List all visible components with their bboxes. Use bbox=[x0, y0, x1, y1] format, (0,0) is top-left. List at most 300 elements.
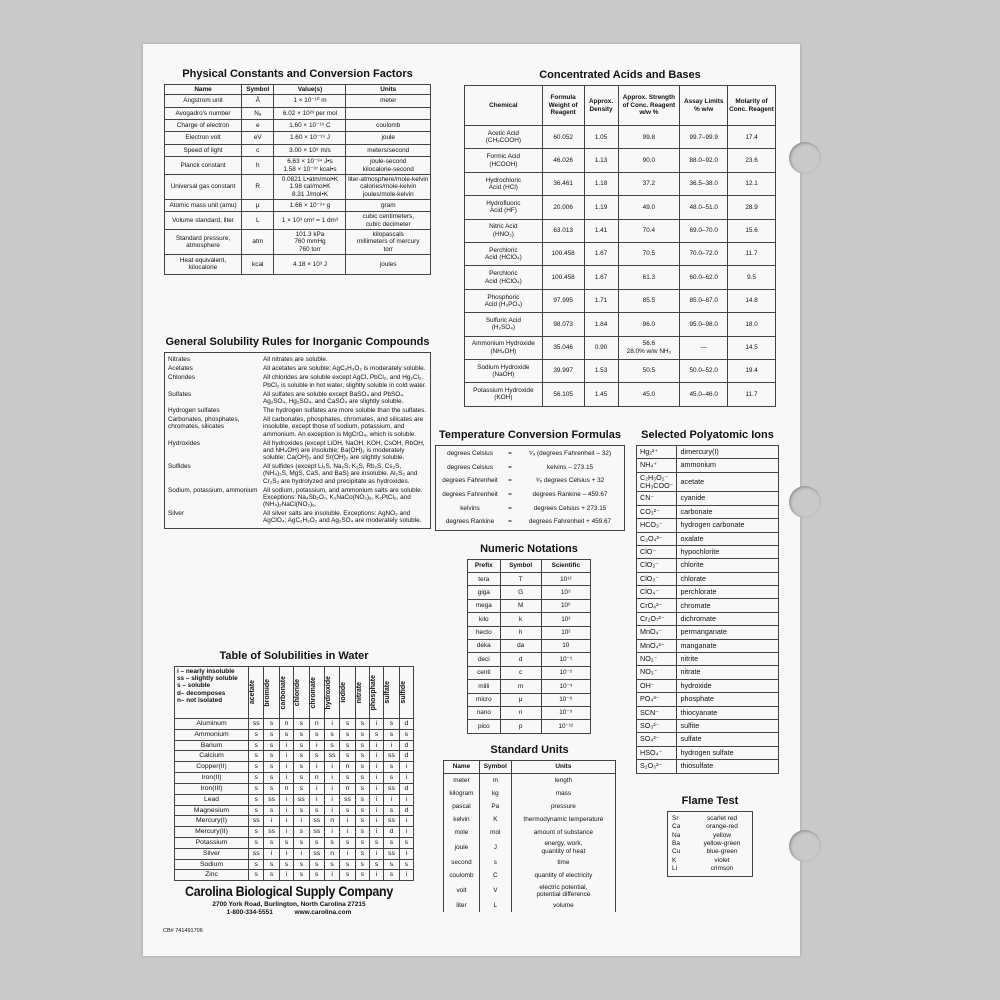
solubility-cell: s bbox=[340, 870, 355, 881]
ion-name: dichromate bbox=[677, 612, 779, 625]
solubility-cell: s bbox=[384, 762, 399, 773]
solubility-cell: n bbox=[309, 773, 324, 784]
solubility-cell: ss bbox=[384, 751, 399, 762]
phys-row bbox=[165, 107, 431, 119]
numeric-symbol: G bbox=[500, 586, 541, 599]
polyatomic-row bbox=[637, 532, 779, 545]
standard-units-section bbox=[443, 744, 616, 912]
temperature-equals: = bbox=[508, 518, 512, 526]
numeric-prefix: deci bbox=[468, 653, 501, 666]
solubility-cell: i bbox=[309, 794, 324, 805]
temperature-row bbox=[438, 501, 622, 515]
solubility-cell: n bbox=[309, 719, 324, 730]
units-row bbox=[444, 826, 616, 839]
phys-name: Speed of light bbox=[165, 144, 242, 156]
solubility-cell: s bbox=[340, 729, 355, 740]
flame-element: Cu bbox=[672, 848, 681, 856]
ion-formula: HCO₃⁻ bbox=[637, 519, 677, 532]
acid-formula-weight: 100.458 bbox=[542, 242, 584, 265]
cation-name: Lead bbox=[175, 794, 249, 805]
numeric-prefix: centi bbox=[468, 666, 501, 679]
solubility-cell: s bbox=[355, 762, 369, 773]
temperature-left: degrees Rankine bbox=[445, 518, 495, 526]
unit-name: liter bbox=[444, 899, 480, 912]
acid-density: 1.71 bbox=[584, 289, 618, 312]
ion-name: perchlorate bbox=[677, 586, 779, 599]
flame-test-section bbox=[667, 795, 753, 877]
temperature-box bbox=[435, 445, 625, 531]
acid-row bbox=[465, 336, 776, 359]
solubility-cell: i bbox=[279, 740, 293, 751]
solubility-cell: i bbox=[340, 848, 355, 859]
numeric-row bbox=[468, 613, 591, 626]
cation-name: Mercury(I) bbox=[175, 816, 249, 827]
phys-value: 6.63 × 10⁻³⁴ J•s 1.58 × 10⁻³⁷ kcal•s bbox=[274, 157, 346, 175]
solubility-cell: s bbox=[355, 805, 369, 816]
unit-name: coulomb bbox=[444, 869, 480, 882]
solubility-rule-row bbox=[168, 390, 427, 406]
ion-formula: NH₄⁺ bbox=[637, 459, 677, 472]
ion-name: hydrogen carbonate bbox=[677, 519, 779, 532]
solubility-cell: s bbox=[294, 859, 309, 870]
phys-symbol: eV bbox=[242, 132, 274, 144]
solubility-cell: i bbox=[309, 762, 324, 773]
solubility-cell: i bbox=[324, 805, 339, 816]
solubility-cell: s bbox=[264, 729, 279, 740]
acid-chemical: Hydrofluoric Acid (HF) bbox=[465, 196, 543, 219]
solubility-cell: s bbox=[264, 805, 279, 816]
solubility-rule-text: All acetates are soluble; AgC₂H₃O₂ is moderately soluble. bbox=[263, 365, 426, 373]
acid-strength: 70.5 bbox=[618, 242, 680, 265]
phys-name: Electron volt bbox=[165, 132, 242, 144]
physical-constants-table bbox=[164, 84, 431, 275]
numeric-row bbox=[468, 639, 591, 652]
ion-formula: CrO₄²⁻ bbox=[637, 599, 677, 612]
solubility-rules-title: General Solubility Rules for Inorganic Compounds bbox=[165, 336, 430, 348]
solubility-cell: i bbox=[294, 816, 309, 827]
acid-strength: 45.0 bbox=[618, 383, 680, 406]
standard-units-table bbox=[443, 760, 616, 912]
acid-density: 1.84 bbox=[584, 313, 618, 336]
cation-name: Sodium bbox=[175, 859, 249, 870]
phys-value: 1 × 10³ cm³ = 1 dm³ bbox=[274, 212, 346, 230]
solubility-rule-text: All nitrates are soluble. bbox=[263, 356, 328, 363]
numeric-notations-section bbox=[467, 543, 591, 734]
solubility-legend-item: ss – slightly soluble bbox=[177, 675, 238, 683]
polyatomic-row bbox=[637, 693, 779, 706]
solubility-row bbox=[175, 740, 414, 751]
solubility-cell: s bbox=[324, 740, 339, 751]
acid-row bbox=[465, 196, 776, 219]
anion-header bbox=[370, 667, 384, 719]
acid-molarity: 28.9 bbox=[728, 196, 776, 219]
flame-row bbox=[672, 832, 748, 840]
anion-label: bromide bbox=[264, 678, 272, 707]
anion-header bbox=[294, 667, 309, 719]
standard-units-title: Standard Units bbox=[490, 744, 569, 756]
solubility-row bbox=[175, 719, 414, 730]
acid-density: 1.19 bbox=[584, 196, 618, 219]
solubility-rule-name: Chlorides bbox=[168, 374, 195, 382]
polyatomic-ions-title: Selected Polyatomic Ions bbox=[641, 429, 774, 441]
company-name: Carolina Biological Supply Company bbox=[184, 884, 394, 899]
flame-element: Ba bbox=[672, 839, 680, 847]
numeric-header: Scientific bbox=[541, 560, 590, 573]
numeric-prefix: hecto bbox=[468, 626, 501, 639]
phys-name: Planck constant bbox=[165, 157, 242, 175]
anion-header bbox=[355, 667, 369, 719]
flame-row bbox=[672, 865, 748, 873]
acid-assay: 88.0–92.0 bbox=[680, 149, 728, 172]
solubility-cell: n bbox=[324, 816, 339, 827]
polyatomic-row bbox=[637, 733, 779, 746]
solubility-cell: s bbox=[309, 837, 324, 848]
numeric-row bbox=[468, 599, 591, 612]
cation-name: Magnesium bbox=[175, 805, 249, 816]
solubility-cell: s bbox=[309, 870, 324, 881]
solubility-cell: i bbox=[264, 848, 279, 859]
units-row bbox=[444, 899, 616, 912]
flame-row bbox=[672, 815, 748, 823]
flame-color: blue-green bbox=[706, 848, 738, 856]
solubility-cell: s bbox=[399, 729, 413, 740]
acid-strength: 85.5 bbox=[618, 289, 680, 312]
solubility-cell: n bbox=[279, 719, 293, 730]
solubility-cell: n bbox=[340, 783, 355, 794]
solubility-cell: i bbox=[399, 762, 413, 773]
solubility-legend-item: s – soluble bbox=[177, 682, 211, 690]
phys-name: Heat equivalent, kilocalorie bbox=[165, 255, 242, 275]
numeric-header: Prefix bbox=[468, 560, 501, 573]
solubility-cell: ss bbox=[294, 794, 309, 805]
solubility-cell: i bbox=[279, 870, 293, 881]
cation-name: Calcium bbox=[175, 751, 249, 762]
units-row bbox=[444, 800, 616, 813]
ion-formula: S₂O₃²⁻ bbox=[637, 760, 677, 773]
acids-bases-section bbox=[464, 69, 776, 407]
acid-strength: 61.3 bbox=[618, 266, 680, 289]
solubility-cell: s bbox=[264, 740, 279, 751]
physical-constants-section bbox=[164, 68, 431, 275]
flame-row bbox=[672, 848, 748, 856]
temperature-right: kelvins – 273.15 bbox=[546, 463, 594, 471]
solubility-rule-name: Nitrates bbox=[168, 356, 191, 363]
solubility-rule-text: All sulfides (except Li₂S, Na₂S, K₂S, Rb₂S, Cs₂S, (NH₄)₂S, MgS, CaS, and BaS) are insoluble. Al₂S₃ and Cr₂S₃ are hydrolyzed and precipitate as hydroxides. bbox=[263, 463, 418, 485]
solubility-cell: s bbox=[264, 837, 279, 848]
cation-name: Silver bbox=[175, 848, 249, 859]
solubility-cell: ss bbox=[309, 816, 324, 827]
phys-name: Volume standard, liter bbox=[165, 212, 242, 230]
solubility-rule-name: Silver bbox=[168, 510, 184, 518]
solubility-cell: s bbox=[355, 783, 369, 794]
anion-header bbox=[279, 667, 293, 719]
numeric-scientific: 10⁶ bbox=[541, 599, 590, 612]
reference-sheet bbox=[143, 44, 800, 956]
solubility-cell: s bbox=[355, 719, 369, 730]
ion-name: nitrite bbox=[677, 653, 779, 666]
solubility-rule-text: All sulfates are soluble except BaSO₄ and PbSO₄. Ag₂SO₄, Hg₂SO₄, and CaSO₄ are slightly soluble. bbox=[263, 390, 405, 405]
numeric-symbol: μ bbox=[500, 693, 541, 706]
phys-row bbox=[165, 199, 431, 211]
solubility-cell: s bbox=[294, 740, 309, 751]
solubility-cell: s bbox=[340, 740, 355, 751]
solubility-legend-item: i – nearly insoluble bbox=[177, 668, 235, 675]
flame-color: yellow-green bbox=[703, 839, 741, 847]
anion-label: iodide bbox=[340, 682, 348, 703]
acid-formula-weight: 39.997 bbox=[542, 359, 584, 382]
acid-density: 1.67 bbox=[584, 266, 618, 289]
solubility-cell: s bbox=[294, 729, 309, 740]
solubility-cell: i bbox=[399, 870, 413, 881]
phys-value: 4.18 × 10³ J bbox=[274, 255, 346, 275]
solubility-cell: i bbox=[279, 848, 293, 859]
acid-row bbox=[465, 242, 776, 265]
acids-bases-table bbox=[464, 85, 776, 407]
numeric-symbol: m bbox=[500, 680, 541, 693]
solubility-cell: i bbox=[370, 751, 384, 762]
unit-name: pascal bbox=[444, 800, 480, 813]
solubility-cell: s bbox=[355, 816, 369, 827]
solubility-cell: d bbox=[399, 783, 413, 794]
acid-molarity: 18.0 bbox=[728, 313, 776, 336]
acid-assay: 60.0–62.0 bbox=[680, 266, 728, 289]
solubility-row bbox=[175, 859, 414, 870]
flame-row bbox=[672, 823, 748, 831]
solubility-cell: s bbox=[340, 751, 355, 762]
solubility-rule-text: All hydroxides (except LiOH, NaOH, KOH, CsOH, RbOH, and NH₄OH) are insoluble; Ba(OH)₂ is moderately soluble; Ca(OH)₂ and Sr(OH)₂ are slightly soluble. bbox=[263, 439, 425, 462]
numeric-prefix: giga bbox=[468, 586, 501, 599]
solubility-cell: s bbox=[249, 805, 264, 816]
numeric-symbol: n bbox=[500, 706, 541, 719]
flame-element: Na bbox=[672, 831, 681, 839]
acid-density: 1.05 bbox=[584, 126, 618, 149]
solubility-cell: i bbox=[384, 794, 399, 805]
acid-density: 1.18 bbox=[584, 172, 618, 195]
temperature-title: Temperature Conversion Formulas bbox=[439, 429, 621, 441]
temperature-left: degrees Celsius bbox=[447, 450, 493, 458]
solubility-cell: s bbox=[384, 729, 399, 740]
anion-header bbox=[399, 667, 413, 719]
phys-value: 101.3 kPa 760 mmHg 760 torr bbox=[274, 230, 346, 255]
phys-row bbox=[165, 95, 431, 107]
numeric-scientific: 10⁻⁹ bbox=[541, 706, 590, 719]
solubility-cell: ss bbox=[384, 783, 399, 794]
anion-label: chloride bbox=[294, 678, 302, 707]
solubility-row bbox=[175, 783, 414, 794]
acid-row bbox=[465, 359, 776, 382]
binder-hole-bottom bbox=[789, 830, 821, 862]
phys-units: coulomb bbox=[346, 120, 431, 132]
numeric-symbol: da bbox=[500, 639, 541, 652]
numeric-symbol: k bbox=[500, 613, 541, 626]
anion-label: carbonate bbox=[279, 675, 287, 710]
solubility-cell: s bbox=[264, 751, 279, 762]
ion-formula: OH⁻ bbox=[637, 679, 677, 692]
solubility-cell: s bbox=[384, 805, 399, 816]
solubility-cell: s bbox=[294, 827, 309, 838]
acid-strength: 99.8 bbox=[618, 126, 680, 149]
ion-formula: ClO⁻ bbox=[637, 545, 677, 558]
acid-strength: 56.6 28.0% w/w NH₃ bbox=[618, 336, 680, 359]
solubility-cell: ss bbox=[384, 848, 399, 859]
solubility-cell: s bbox=[355, 837, 369, 848]
ion-name: thiocyanate bbox=[677, 706, 779, 719]
phys-symbol: Nₐ bbox=[242, 107, 274, 119]
solubility-cell: i bbox=[324, 794, 339, 805]
solubility-cell: ss bbox=[324, 751, 339, 762]
solubility-cell: s bbox=[340, 859, 355, 870]
ion-formula: ClO₃⁻ bbox=[637, 572, 677, 585]
acid-formula-weight: 97.995 bbox=[542, 289, 584, 312]
solubility-cell: s bbox=[249, 740, 264, 751]
ion-formula: C₂H₃O₂⁻ CH₃COO⁻ bbox=[637, 472, 677, 492]
acid-molarity: 14.5 bbox=[728, 336, 776, 359]
phys-row bbox=[165, 157, 431, 175]
company-website: www.carolina.com bbox=[294, 909, 352, 916]
anion-header bbox=[384, 667, 399, 719]
polyatomic-row bbox=[637, 572, 779, 585]
acid-molarity: 11.7 bbox=[728, 383, 776, 406]
solubility-cell: i bbox=[279, 751, 293, 762]
units-row bbox=[444, 813, 616, 826]
numeric-prefix: pico bbox=[468, 720, 501, 733]
solubility-cell: i bbox=[309, 740, 324, 751]
solubility-table-title: Table of Solubilities in Water bbox=[219, 650, 369, 662]
flame-row bbox=[672, 840, 748, 848]
solubility-cell: i bbox=[324, 870, 339, 881]
numeric-header: Symbol bbox=[500, 560, 541, 573]
solubility-cell: s bbox=[294, 870, 309, 881]
anion-header bbox=[309, 667, 324, 719]
solubility-cell: s bbox=[324, 837, 339, 848]
phys-row bbox=[165, 212, 431, 230]
solubility-cell: i bbox=[370, 762, 384, 773]
ion-formula: MnO₄²⁻ bbox=[637, 639, 677, 652]
solubility-cell: i bbox=[399, 816, 413, 827]
solubility-cell: i bbox=[309, 783, 324, 794]
company-address: 2700 York Road, Burlington, North Carolina 27215 bbox=[212, 901, 366, 908]
solubility-cell: i bbox=[324, 827, 339, 838]
acid-chemical: Acetic Acid (CH₃COOH) bbox=[465, 126, 543, 149]
acid-assay: 45.0–46.0 bbox=[680, 383, 728, 406]
solubility-cell: s bbox=[294, 837, 309, 848]
solubility-row bbox=[175, 729, 414, 740]
solubility-cell: s bbox=[370, 837, 384, 848]
acid-chemical: Ammonium Hydroxide (NH₄OH) bbox=[465, 336, 543, 359]
unit-name: joule bbox=[444, 839, 480, 856]
solubility-cell: s bbox=[294, 783, 309, 794]
temperature-row bbox=[438, 461, 622, 475]
acid-density: 1.53 bbox=[584, 359, 618, 382]
numeric-notations-title: Numeric Notations bbox=[480, 543, 578, 555]
phys-units bbox=[346, 107, 431, 119]
temperature-row bbox=[438, 515, 622, 529]
polyatomic-row bbox=[637, 612, 779, 625]
numeric-symbol: h bbox=[500, 626, 541, 639]
phys-row bbox=[165, 174, 431, 199]
phys-row bbox=[165, 132, 431, 144]
ion-name: sulfate bbox=[677, 733, 779, 746]
solubility-cell: s bbox=[264, 783, 279, 794]
temperature-equals: = bbox=[508, 450, 512, 458]
solubility-rule-text: All chlorides are soluble except AgCl, PbCl₂, and Hg₂Cl₂. PbCl₂ is soluble in hot water, slightly soluble in cold water. bbox=[263, 374, 427, 389]
solubility-cell: i bbox=[279, 794, 293, 805]
polyatomic-row bbox=[637, 706, 779, 719]
polyatomic-row bbox=[637, 492, 779, 505]
acid-molarity: 9.5 bbox=[728, 266, 776, 289]
phys-value: 0.0821 L•atm/mol•K 1.98 cal/mol•K 8.31 J/mol•K bbox=[274, 174, 346, 199]
polyatomic-row bbox=[637, 472, 779, 492]
temperature-left: kelvins bbox=[460, 504, 480, 512]
acid-header: Assay Limits % w/w bbox=[680, 86, 728, 126]
polyatomic-row bbox=[637, 626, 779, 639]
acid-strength: 70.4 bbox=[618, 219, 680, 242]
cation-name: Iron(II) bbox=[175, 773, 249, 784]
acid-header: Chemical bbox=[465, 86, 543, 126]
acid-molarity: 14.8 bbox=[728, 289, 776, 312]
unit-quantity: quantity of electricity bbox=[511, 869, 615, 882]
solubility-cell: s bbox=[355, 848, 369, 859]
acid-chemical: Sodium Hydroxide (NaOH) bbox=[465, 359, 543, 382]
units-row bbox=[444, 883, 616, 900]
binder-hole-top bbox=[789, 142, 821, 174]
acid-assay: 50.0–52.0 bbox=[680, 359, 728, 382]
ion-formula: Cr₂O₇²⁻ bbox=[637, 612, 677, 625]
ion-name: manganate bbox=[677, 639, 779, 652]
flame-color: yellow bbox=[712, 831, 732, 839]
acid-molarity: 17.4 bbox=[728, 126, 776, 149]
solubility-cell: s bbox=[384, 859, 399, 870]
ion-formula: C₂O₄²⁻ bbox=[637, 532, 677, 545]
ion-name: ammonium bbox=[677, 459, 779, 472]
solubility-cell: i bbox=[370, 805, 384, 816]
units-header: Units bbox=[511, 761, 615, 774]
solubility-cell: ss bbox=[384, 816, 399, 827]
solubility-cell: i bbox=[370, 719, 384, 730]
solubility-rule-text: The hydrogen sulfates are more soluble than the sulfates. bbox=[263, 407, 427, 415]
flame-test-box bbox=[667, 811, 753, 877]
anion-header bbox=[340, 667, 355, 719]
solubility-cell: s bbox=[384, 719, 399, 730]
phys-name: Charge of electron bbox=[165, 120, 242, 132]
ion-name: hydroxide bbox=[677, 679, 779, 692]
solubility-rule-row bbox=[168, 373, 427, 389]
solubility-cell: s bbox=[324, 859, 339, 870]
polyatomic-row bbox=[637, 459, 779, 472]
unit-quantity: mass bbox=[511, 787, 615, 800]
phys-row bbox=[165, 144, 431, 156]
acid-assay: 69.0–70.0 bbox=[680, 219, 728, 242]
solubility-cell: s bbox=[384, 870, 399, 881]
phys-units: cubic centimeters, cubic decimeter bbox=[346, 212, 431, 230]
unit-quantity: volume bbox=[511, 899, 615, 912]
acid-strength: 37.2 bbox=[618, 172, 680, 195]
solubility-row bbox=[175, 837, 414, 848]
solubility-legend bbox=[175, 667, 249, 719]
polyatomic-row bbox=[637, 586, 779, 599]
acid-header: Formula Weight of Reagent bbox=[542, 86, 584, 126]
acid-strength: 49.0 bbox=[618, 196, 680, 219]
numeric-scientific: 10 bbox=[541, 639, 590, 652]
cation-name: Mercury(II) bbox=[175, 827, 249, 838]
phys-value: 1.60 × 10⁻¹⁹ C bbox=[274, 120, 346, 132]
numeric-scientific: 10⁹ bbox=[541, 586, 590, 599]
unit-symbol: J bbox=[479, 839, 511, 856]
acid-row bbox=[465, 266, 776, 289]
polyatomic-row bbox=[637, 746, 779, 759]
numeric-symbol: T bbox=[500, 573, 541, 586]
numeric-symbol: M bbox=[500, 599, 541, 612]
